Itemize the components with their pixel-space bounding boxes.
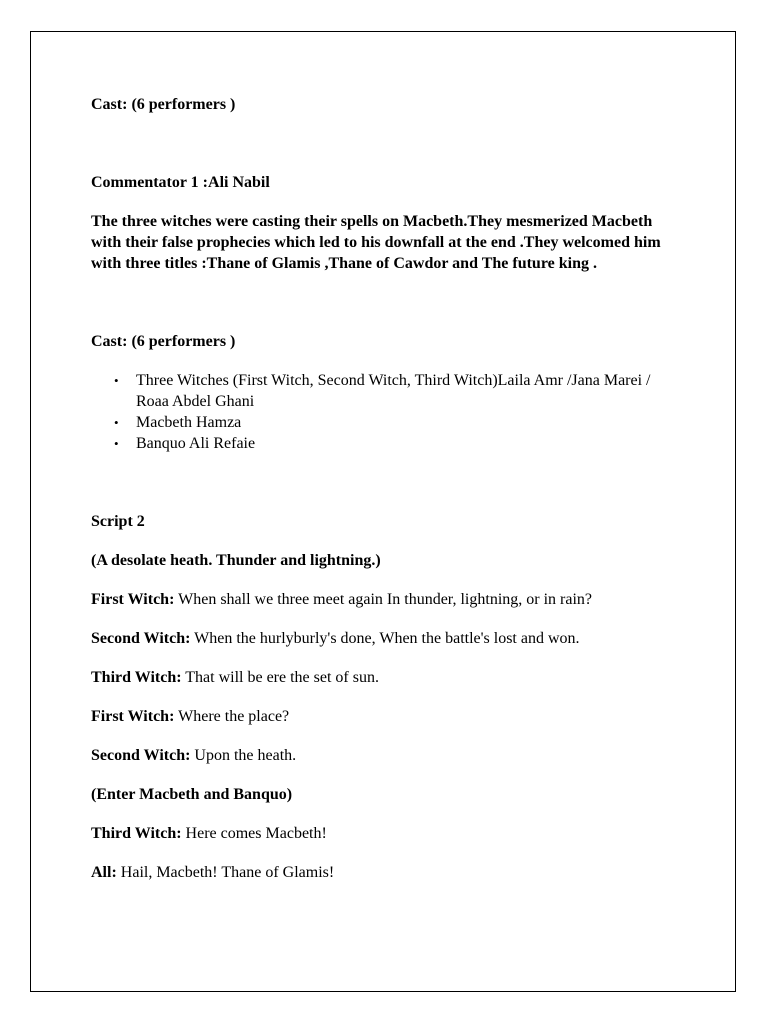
stage-direction-second: (Enter Macbeth and Banquo) xyxy=(91,786,293,803)
dialogue-text: Hail, Macbeth! Thane of Glamis! xyxy=(116,864,335,881)
script-title: Script 2 xyxy=(91,513,145,530)
cast-member: Macbeth Hamza xyxy=(136,414,242,431)
document-content xyxy=(91,94,681,883)
dialogue-line xyxy=(91,628,681,649)
dialogue-text: Where the place? xyxy=(174,708,290,725)
speaker-name: Third Witch: xyxy=(91,825,182,842)
document-page xyxy=(30,31,736,992)
speaker-name: First Witch: xyxy=(91,708,175,725)
cast-member: Banquo Ali Refaie xyxy=(136,435,256,452)
dialogue-line xyxy=(91,667,681,688)
dialogue-text: When the hurlyburly's done, When the battle's lost and won. xyxy=(190,630,580,647)
list-item xyxy=(114,412,681,433)
dialogue-line xyxy=(91,862,681,883)
cast-heading-second: Cast: (6 performers ) xyxy=(91,333,236,350)
cast-heading: Cast: (6 performers ) xyxy=(91,96,236,113)
list-item xyxy=(114,370,681,412)
bullet-icon: • xyxy=(114,436,119,451)
list-item xyxy=(114,433,681,454)
dialogue-line xyxy=(91,589,681,610)
dialogue-line xyxy=(91,823,681,844)
commentator-line: Commentator 1 :Ali Nabil xyxy=(91,174,270,191)
cast-member: Three Witches (First Witch, Second Witch, Third Witch)Laila Amr /Jana Marei / Roaa Abdel Ghani xyxy=(136,372,651,410)
commentary-paragraph: The three witches were casting their spells on Macbeth.They mesmerized Macbeth with their false prophecies which led to his downfall at the end .They welcomed him with three titles :Thane of Glamis ,Thane of Cawdor and The future king . xyxy=(91,213,661,272)
dialogue-line xyxy=(91,745,681,766)
dialogue-text: Here comes Macbeth! xyxy=(181,825,327,842)
speaker-name: All: xyxy=(91,864,117,881)
speaker-name: First Witch: xyxy=(91,591,175,608)
bullet-icon: • xyxy=(114,373,119,388)
dialogue-line xyxy=(91,706,681,727)
speaker-name: Third Witch: xyxy=(91,669,182,686)
speaker-name: Second Witch: xyxy=(91,630,191,647)
dialogue-text: That will be ere the set of sun. xyxy=(181,669,379,686)
dialogue-text: When shall we three meet again In thunder, lightning, or in rain? xyxy=(174,591,593,608)
stage-direction: (A desolate heath. Thunder and lightning.) xyxy=(91,552,381,569)
dialogue-text: Upon the heath. xyxy=(190,747,297,764)
speaker-name: Second Witch: xyxy=(91,747,191,764)
bullet-icon: • xyxy=(114,415,119,430)
cast-list xyxy=(91,370,681,454)
